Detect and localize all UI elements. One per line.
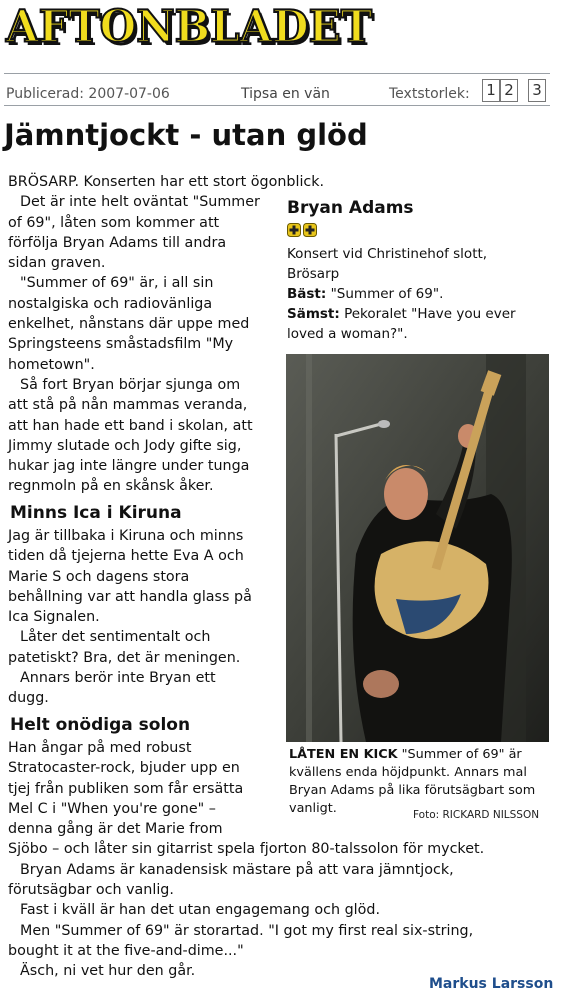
factbox-venue: Konsert vid Christinehof slott,	[287, 246, 488, 262]
rating-plus-icon	[287, 223, 301, 237]
textsize-option-1[interactable]: 1	[482, 79, 500, 102]
body-line: Annars berör inte Bryan ett	[20, 670, 216, 687]
body-line: "Summer of 69" är, i all sin	[20, 275, 214, 292]
body-line: att stå på nån mammas veranda,	[8, 397, 248, 414]
body-line: hometown".	[8, 356, 95, 373]
body-line: förfölja Bryan Adams till andra	[8, 234, 227, 251]
body-line: förutsägbar och vanlig.	[8, 882, 174, 899]
body-line: att han hade ett band i skolan, att	[8, 417, 253, 434]
body-line: Han ångar på med robust	[8, 740, 192, 756]
body-line: Sjöbo – och låter sin gitarrist spela fjorton 80-talssolon för mycket.	[8, 841, 485, 858]
factbox-worst	[287, 304, 516, 324]
body-line: Mel C i "When you're gone" –	[8, 800, 216, 817]
body-line: Det är inte helt oväntat "Summer	[20, 194, 260, 211]
body-line: Så fort Bryan börjar sjunga om	[20, 376, 241, 393]
best-label: Bäst:	[287, 286, 327, 302]
header-divider	[4, 73, 550, 74]
caption-text: "Summer of 69" är	[401, 747, 522, 762]
caption-line	[289, 746, 535, 764]
textsize-option-3[interactable]: 3	[528, 79, 546, 102]
credit-label: Foto:	[413, 809, 440, 821]
body-line: Jimmy slutade och Jody gifte sig,	[8, 437, 242, 454]
factbox-place: Brösarp	[287, 266, 340, 282]
caption-bold: LÅTEN EN KICK	[289, 747, 398, 762]
body-line: Låter det sentimentalt och	[20, 629, 211, 646]
factbox-worst-cont: loved a woman?".	[287, 326, 408, 342]
rating-plus-icon	[303, 223, 317, 237]
factbox-best	[287, 284, 516, 304]
caption-line: kvällens enda höjdpunkt. Annars mal	[289, 765, 527, 780]
body-line: Men "Summer of 69" är storartad. "I got my first real six-string,	[20, 922, 474, 939]
article-intro	[8, 172, 327, 497]
body-line: BRÖSARP. Konserten har ett stort ögonblick.	[8, 174, 325, 190]
worst-value: Pekoralet "Have you ever	[344, 306, 516, 322]
section-heading-solon: Helt onödiga solon	[10, 715, 191, 735]
concert-photo-illustration	[286, 354, 549, 742]
publish-date: Publicerad: 2007-07-06	[6, 86, 170, 102]
tip-friend-link[interactable]: Tipsa en vän	[241, 86, 330, 102]
author-byline[interactable]: Markus Larsson	[429, 976, 554, 992]
best-value: "Summer of 69".	[330, 286, 444, 302]
body-line: bought it at the five-and-dime..."	[8, 942, 244, 959]
rating-stars	[287, 222, 319, 241]
caption-line: Bryan Adams på lika förutsägbart som	[289, 783, 536, 798]
credit-name: RICKARD NILSSON	[442, 809, 540, 821]
body-line: hukar jag inte längre under tunga	[8, 458, 250, 475]
factbox-body	[287, 244, 516, 344]
body-line: Fast i kväll är han det utan engagemang och glöd.	[20, 902, 381, 919]
body-line: sidan graven.	[8, 255, 106, 272]
body-line: regnmoln på en skånsk åker.	[8, 478, 214, 495]
factbox-title: Bryan Adams	[287, 198, 414, 218]
photo-caption	[289, 746, 535, 818]
body-line: patetiskt? Bra, det är meningen.	[8, 649, 241, 666]
body-line: behållning var att handla glass på	[8, 588, 252, 605]
photo-credit	[413, 809, 539, 821]
body-line: tjej från publiken som får ersätta	[8, 780, 244, 797]
body-line: Bryan Adams är kanadensisk mästare på att vara jämntjock,	[20, 861, 454, 878]
textsize-label: Textstorlek:	[389, 86, 470, 102]
concert-photo	[286, 354, 549, 742]
body-line: Stratocaster-rock, bjuder upp en	[8, 760, 240, 777]
body-line: Springsteens småstadsfilm "My	[8, 336, 234, 353]
body-line: enkelhet, nånstans där uppe med	[8, 316, 250, 333]
worst-label: Sämst:	[287, 306, 340, 322]
body-line: Jag är tillbaka i Kiruna och minns	[8, 528, 244, 544]
section-heading-kiruna: Minns Ica i Kiruna	[10, 503, 182, 523]
textsize-option-2[interactable]: 2	[500, 79, 518, 102]
body-line: Ica Signalen.	[8, 609, 100, 626]
body-line: denna gång är det Marie from	[8, 821, 223, 838]
body-line: Äsch, ni vet hur den går.	[20, 963, 196, 980]
article-headline: Jämntjockt - utan glöd	[4, 118, 368, 152]
aftonbladet-logo[interactable]: AFTONBLADET	[6, 0, 372, 53]
body-line: dugg.	[8, 690, 49, 707]
caption-line: vanligt.	[289, 801, 337, 816]
body-line: nostalgiska och radiovänliga	[8, 295, 213, 312]
meta-divider	[4, 105, 550, 106]
body-line: tiden då tjejerna hette Eva A och	[8, 548, 244, 565]
section1-body	[8, 526, 252, 709]
body-line: of 69", låten som kommer att	[8, 214, 220, 231]
body-line: Marie S och dagens stora	[8, 568, 190, 585]
